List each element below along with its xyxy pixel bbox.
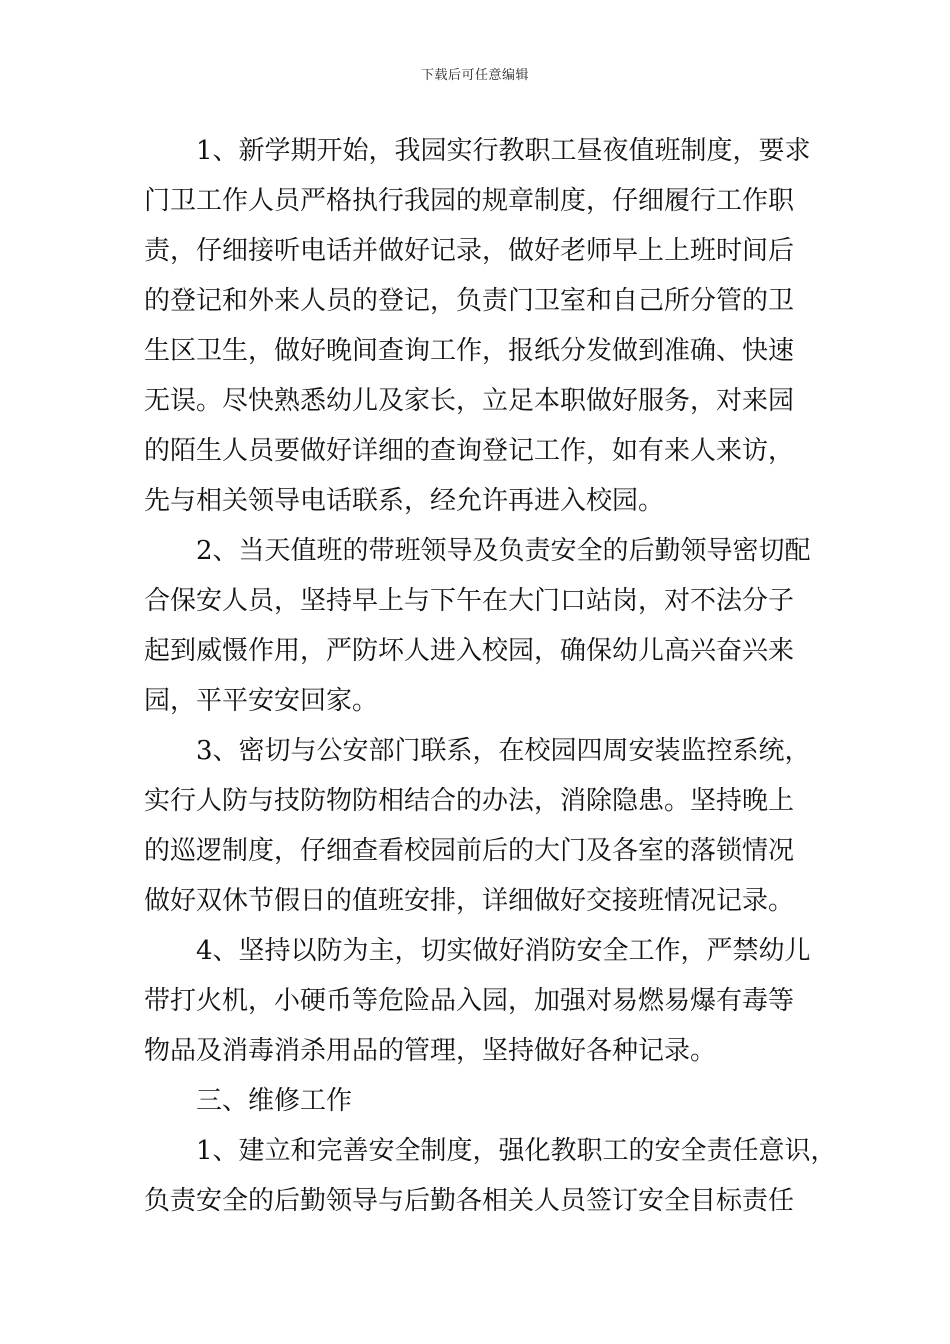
text-line: 的陌生人员要做好详细的查询登记工作，如有来人来访， [144, 436, 795, 466]
text-line: 的登记和外来人员的登记，负责门卫室和自己所分管的卫 [144, 286, 795, 316]
text-line: 做好双休节假日的值班安排，详细做好交接班情况记录。 [144, 886, 795, 916]
document-body [144, 126, 837, 1226]
text-line: 生区卫生，做好晚间查询工作，报纸分发做到准确、快速 [144, 336, 795, 366]
text-line: 物品及消毒消杀用品的管理，坚持做好各种记录。 [144, 1036, 717, 1066]
text-line: 1、建立和完善安全制度，强化教职工的安全责任意识， [196, 1136, 837, 1166]
section-heading: 三、维修工作 [196, 1086, 353, 1116]
text-line: 1、新学期开始，我园实行教职工昼夜值班制度，要求 [196, 136, 811, 166]
text-line: 2、当天值班的带班领导及负责安全的后勤领导密切配 [196, 536, 811, 566]
text-line: 实行人防与技防物防相结合的办法，消除隐患。坚持晚上 [144, 786, 795, 816]
text-line: 无误。尽快熟悉幼儿及家长，立足本职做好服务，对来园 [144, 386, 795, 416]
text-line: 4、坚持以防为主，切实做好消防安全工作，严禁幼儿 [196, 936, 811, 966]
text-line: 先与相关领导电话联系，经允许再进入校园。 [144, 486, 665, 516]
text-line: 负责安全的后勤领导与后勤各相关人员签订安全目标责任 [144, 1186, 795, 1216]
text-line: 门卫工作人员严格执行我园的规章制度，仔细履行工作职 [144, 186, 795, 216]
text-line: 的巡逻制度，仔细查看校园前后的大门及各室的落锁情况 [144, 836, 795, 866]
text-line: 起到威慑作用，严防坏人进入校园，确保幼儿高兴奋兴来 [144, 636, 795, 666]
text-line: 带打火机，小硬币等危险品入园，加强对易燃易爆有毒等 [144, 986, 795, 1016]
text-line: 3、密切与公安部门联系，在校园四周安装监控系统， [196, 736, 811, 766]
text-line: 责，仔细接听电话并做好记录，做好老师早上上班时间后 [144, 236, 795, 266]
text-line: 园，平平安安回家。 [144, 686, 379, 716]
page-header: 下载后可任意编辑 [420, 68, 529, 83]
text-line: 合保安人员，坚持早上与下午在大门口站岗，对不法分子 [144, 586, 795, 616]
